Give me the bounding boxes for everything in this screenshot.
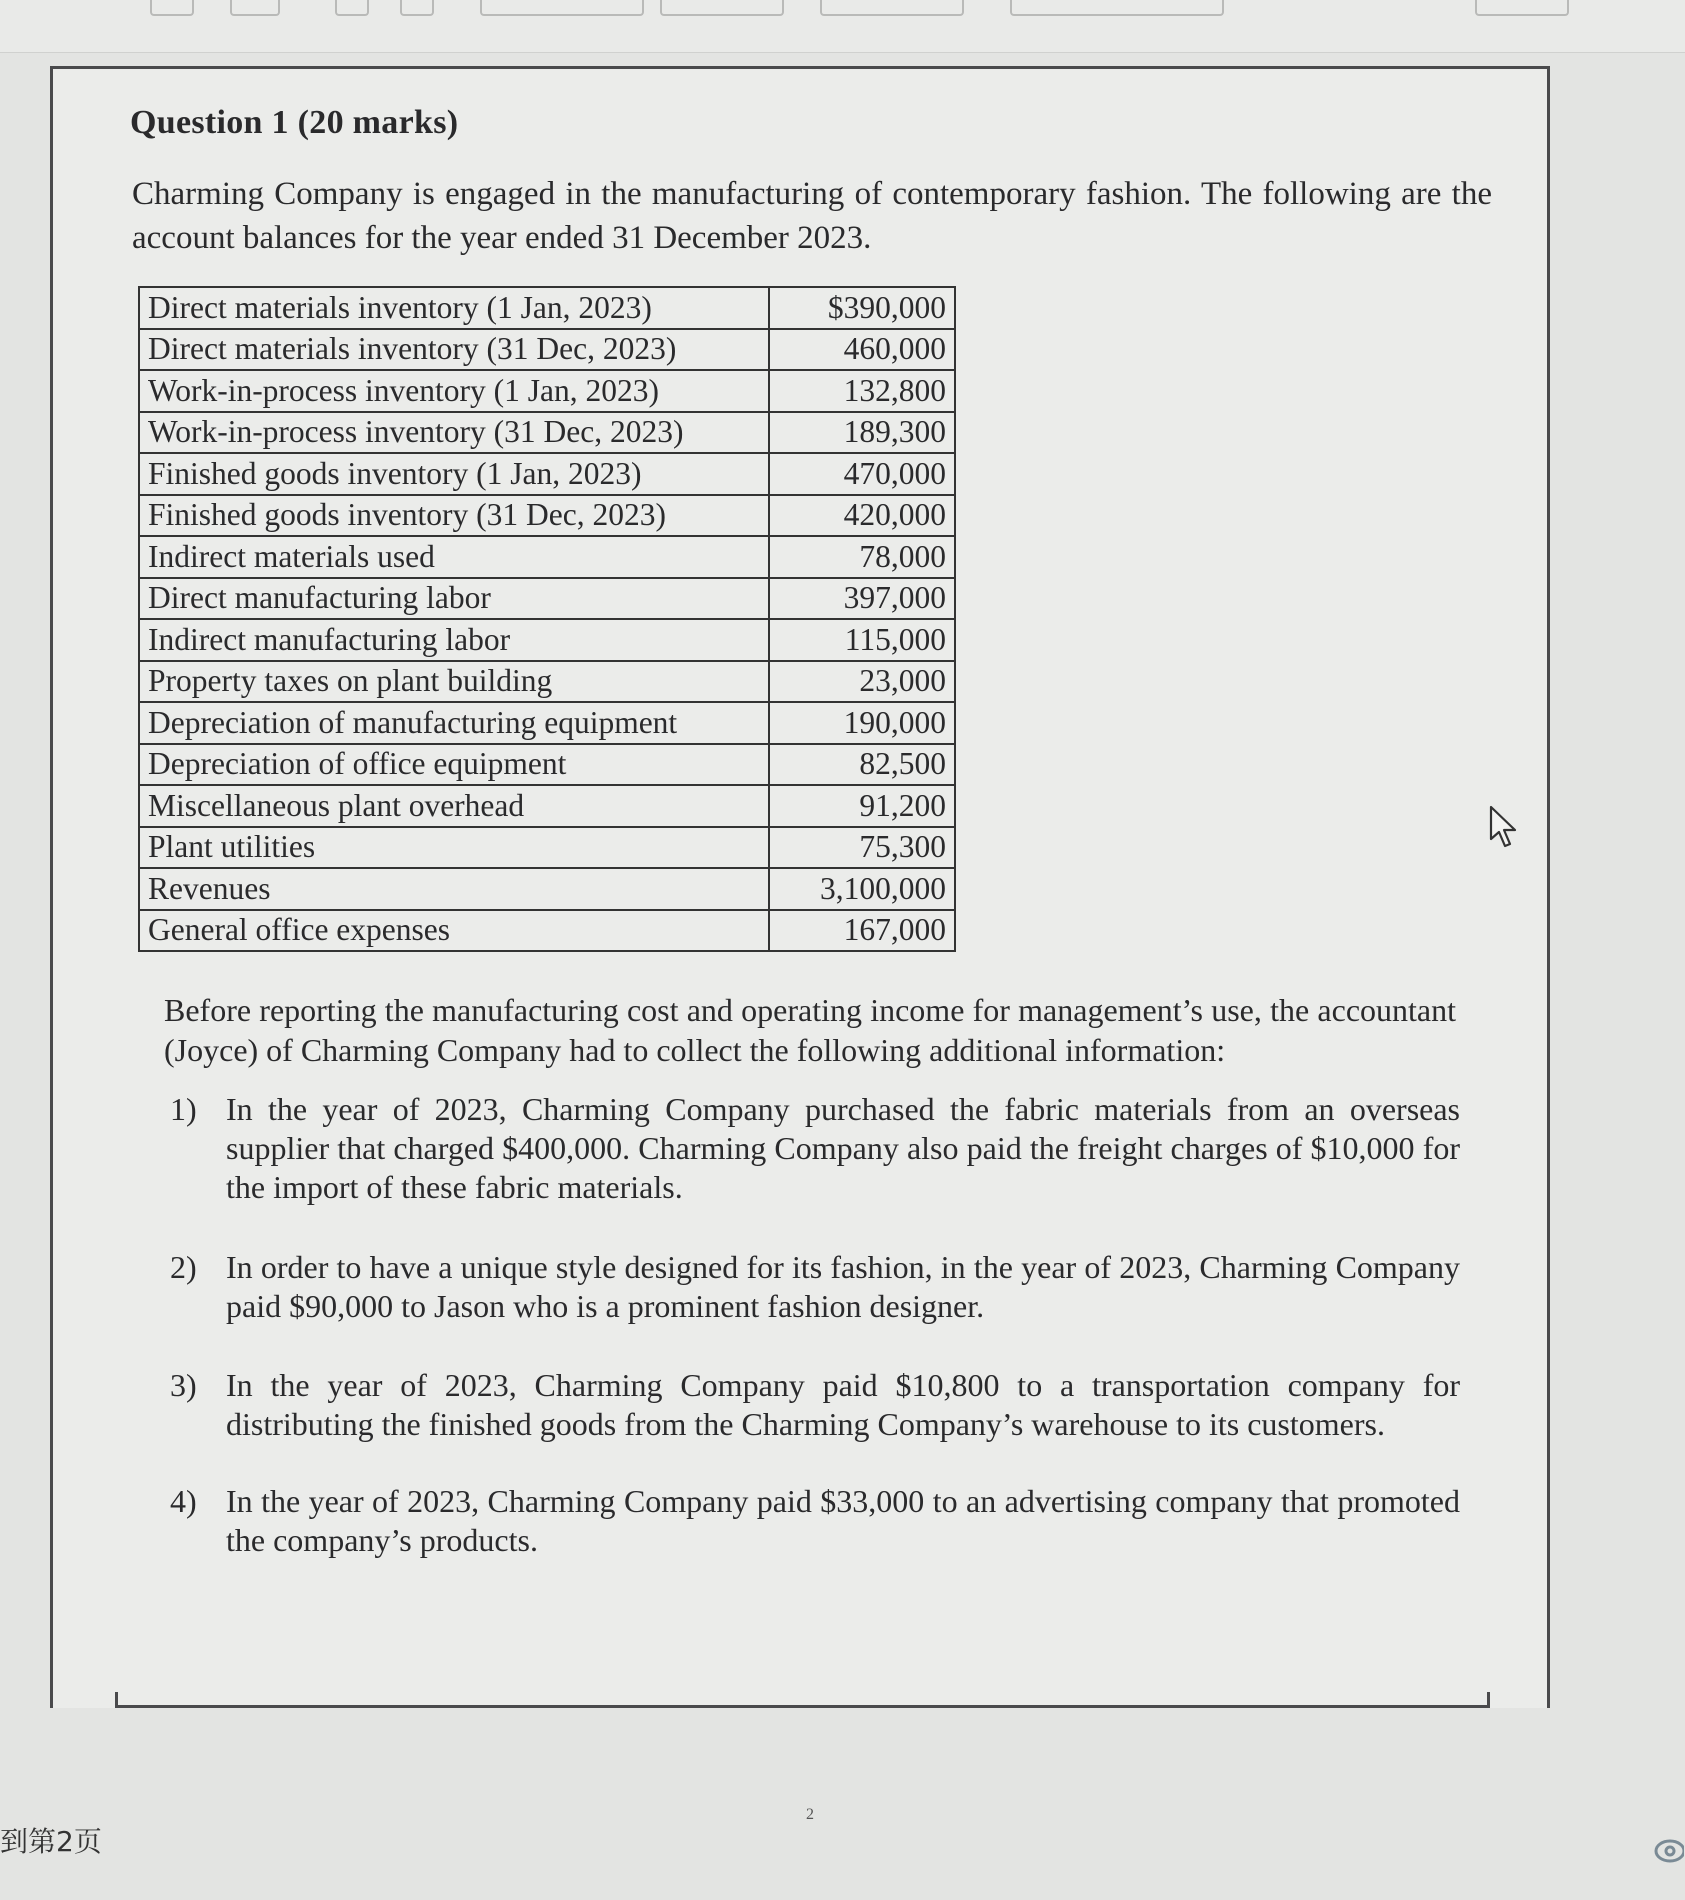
- toolbar-ghost-icon: [335, 0, 369, 16]
- list-item-number: 2): [170, 1249, 197, 1285]
- account-amount: 3,100,000: [769, 868, 955, 910]
- list-item: [170, 1482, 1460, 1560]
- table-row: [139, 744, 955, 786]
- list-item-text: In the year of 2023, Charming Company purchased the fabric materials from an overseas supplier that charged $400,000. Charming Company also paid the freight charges of $10,000 for the import of these fabric materials.: [226, 1091, 1460, 1205]
- toolbar-strip: [0, 0, 1685, 53]
- list-item: [170, 1248, 1460, 1326]
- account-label: Direct materials inventory (1 Jan, 2023): [139, 287, 769, 329]
- list-item-text: In order to have a unique style designed for its fashion, in the year of 2023, Charming Company paid $90,000 to Jason who is a prominent fashion designer.: [226, 1249, 1460, 1324]
- toolbar-ghost-icon: [400, 0, 434, 16]
- account-label: Indirect materials used: [139, 536, 769, 578]
- account-label: Direct manufacturing labor: [139, 578, 769, 620]
- account-amount: $390,000: [769, 287, 955, 329]
- account-label: Finished goods inventory (1 Jan, 2023): [139, 453, 769, 495]
- toolbar-ghost-icon: [230, 0, 280, 16]
- account-amount: 189,300: [769, 412, 955, 454]
- table-row: [139, 495, 955, 537]
- table-row: [139, 702, 955, 744]
- account-label: Property taxes on plant building: [139, 661, 769, 703]
- toolbar-ghost-icon: [820, 0, 964, 16]
- mouse-pointer-icon: [1488, 805, 1522, 851]
- account-label: Miscellaneous plant overhead: [139, 785, 769, 827]
- list-item: [170, 1090, 1460, 1207]
- account-amount: 132,800: [769, 370, 955, 412]
- table-row: [139, 827, 955, 869]
- table-row: [139, 910, 955, 952]
- question-intro: Charming Company is engaged in the manufacturing of contemporary fashion. The following are the account balances for the year ended 31 December 2023.: [132, 176, 1492, 256]
- account-label: Revenues: [139, 868, 769, 910]
- account-label: Work-in-process inventory (31 Dec, 2023): [139, 412, 769, 454]
- account-amount: 23,000: [769, 661, 955, 703]
- table-row: [139, 619, 955, 661]
- table-row: [139, 412, 955, 454]
- toolbar-ghost-icon: [480, 0, 644, 16]
- goto-page-link[interactable]: 到第2页: [0, 1825, 102, 1858]
- list-item-text: In the year of 2023, Charming Company paid $33,000 to an advertising company that promoted the company’s products.: [226, 1483, 1460, 1558]
- account-label: General office expenses: [139, 910, 769, 952]
- account-label: Depreciation of manufacturing equipment: [139, 702, 769, 744]
- account-amount: 397,000: [769, 578, 955, 620]
- account-amount: 460,000: [769, 329, 955, 371]
- toolbar-ghost-icon: [660, 0, 784, 16]
- list-item-number: 1): [170, 1091, 197, 1127]
- list-item: [170, 1366, 1460, 1444]
- table-row: [139, 370, 955, 412]
- account-balances-table: [138, 286, 956, 952]
- account-amount: 82,500: [769, 744, 955, 786]
- list-item-number: 3): [170, 1367, 197, 1403]
- list-item-text: In the year of 2023, Charming Company paid $10,800 to a transportation company for distributing the finished goods from the Charming Company’s warehouse to its customers.: [226, 1367, 1460, 1442]
- account-amount: 75,300: [769, 827, 955, 869]
- table-row: [139, 329, 955, 371]
- account-amount: 167,000: [769, 910, 955, 952]
- question-title: Question 1 (20 marks): [130, 104, 459, 141]
- account-amount: 470,000: [769, 453, 955, 495]
- account-amount: 115,000: [769, 619, 955, 661]
- list-item-number: 4): [170, 1483, 197, 1519]
- account-label: Depreciation of office equipment: [139, 744, 769, 786]
- table-row: [139, 785, 955, 827]
- account-label: Indirect manufacturing labor: [139, 619, 769, 661]
- page-number-mark: 2: [806, 1806, 814, 1823]
- account-amount: 420,000: [769, 495, 955, 537]
- table-row: [139, 868, 955, 910]
- account-amount: 91,200: [769, 785, 955, 827]
- account-label: Direct materials inventory (31 Dec, 2023): [139, 329, 769, 371]
- question-frame-bottom: [115, 1692, 1490, 1708]
- table-row: [139, 453, 955, 495]
- view-toggle-icon[interactable]: [1648, 1838, 1684, 1864]
- additional-info-intro: Before reporting the manufacturing cost and operating income for management’s use, the accountant (Joyce) of Charming Company had to collect the following additional information:: [164, 992, 1456, 1068]
- account-label: Plant utilities: [139, 827, 769, 869]
- table-row: [139, 536, 955, 578]
- account-amount: 78,000: [769, 536, 955, 578]
- table-row: [139, 661, 955, 703]
- toolbar-ghost-icon: [150, 0, 194, 16]
- account-label: Work-in-process inventory (1 Jan, 2023): [139, 370, 769, 412]
- table-row: [139, 578, 955, 620]
- toolbar-ghost-icon: [1010, 0, 1224, 16]
- account-label: Finished goods inventory (31 Dec, 2023): [139, 495, 769, 537]
- toolbar-ghost-icon: [1475, 0, 1569, 16]
- table-row: [139, 287, 955, 329]
- account-amount: 190,000: [769, 702, 955, 744]
